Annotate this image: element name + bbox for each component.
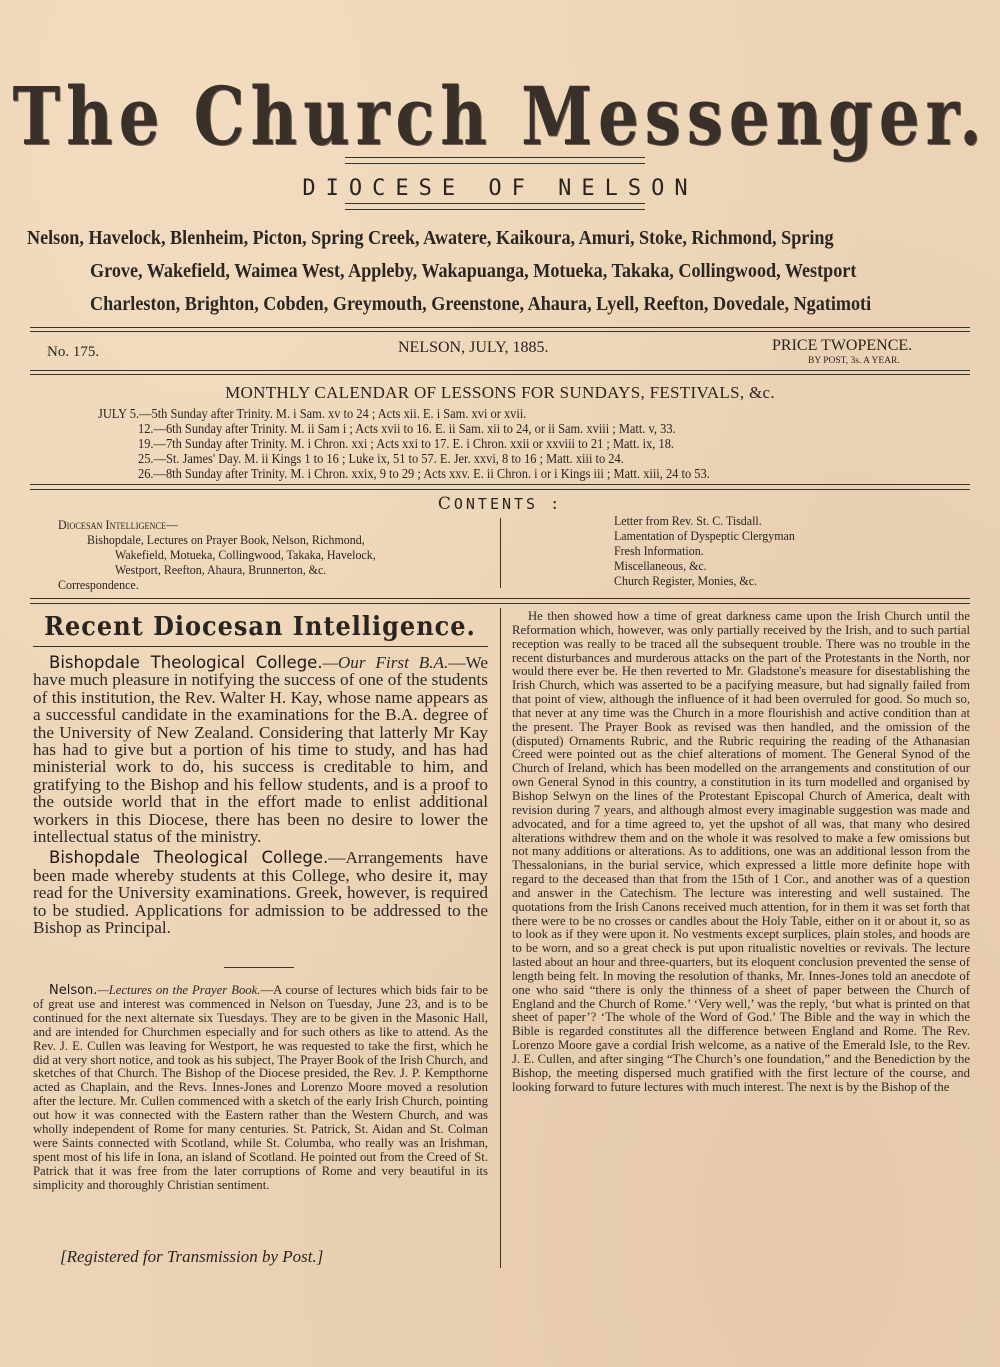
divider	[30, 370, 970, 371]
registered-notice: [Registered for Transmission by Post.]	[60, 1247, 324, 1266]
toc-left-item: Westport, Reefton, Ahaura, Brunnerton, &c.	[115, 562, 327, 577]
calendar-row: 12.—6th Sunday after Trinity. M. ii Sam i ; Acts xvii to 16. E. ii Sam. xii to 24, or ii Sam. xviii ; Matt. v, 33.	[138, 421, 676, 436]
column-rule	[500, 518, 501, 588]
parishes-line-1: Nelson, Havelock, Blenheim, Picton, Spring Creek, Awatere, Kaikoura, Amuri, Stoke, Richmond, Spring	[27, 228, 834, 249]
left-column-lead	[33, 654, 488, 941]
divider	[30, 331, 970, 332]
calendar-row: 25.—St. James' Day. M. ii Kings 1 to 16 ; Luke ix, 51 to 57. E. Jer. xxvi, 8 to 16 ; Matt. xiii to 24.	[138, 451, 624, 466]
divider	[30, 374, 970, 375]
toc-right-item: Church Register, Monies, &c.	[614, 573, 758, 588]
article-nelson	[33, 984, 488, 1193]
issue-number: No. 175.	[47, 344, 100, 360]
toc-left-item: Bishopdale, Lectures on Prayer Book, Nelson, Richmond,	[87, 532, 365, 547]
article-nelson-continued: He then showed how a time of great darkness came upon the Irish Church until the Reformation which, however, was only partially received by the Irish, and to such partial reception was really to be traced all the subsequent trouble. There was no trouble in the recent disturbances and murderous attacks on the part of the Protestants in the North, nor would there ever be. He then reverted to Mr. Gladstone's measure for disestablishing the Irish Church, which was asserted to be a pacifying measure, but had signally failed from that point of view, although the influence of it had been overruled for good. So much so, that never at any time was the Church in a more flourishish and active condition than at the present. The Prayer Book as revised was then handled, and the omission of the (disputed) Ornaments Rubric, and the Rubric requiring the reading of the Athanasian Creed were pointed out as the chief alterations of moment. The General Synod of the Church of Ireland, which has been modelled on the arrangements and constitution of our own General Synod in this country, a constitution in its turn modelled and organised by Bishop Selwyn on the lines of the Protestant Episcopal Church of America, dealt with revision during 7 years, and although almost every imaginable suggestion was made and advocated, and for a time agreed to, yet the upshot of all was, that many who desired alterations withdrew them and on the whole it was resolved to make a few omissions but not many additions or alterations. As to additions, one was an additional lesson from the Thessalonians, in the burial service, which expressed a little more definite hope with regard to the deceased than that from the 15th of 1 Cor., and another was of a question and answer in the Catechism. The lecture was interesting and well sustained. The quotations from the Irish Canons received much attention, for in them it was set forth that there were to be no crosses or candles about the Holy Table, either on it or about it, so as to look as if they were upon it. No vestments except surplices, plain stoles, and hoods are to be worn, and so a great check is put upon ritualistic novelties or revivals. The lecture lasted about an hour and three-quarters, but its eloquent conclusion prevented the sense of length being felt. In moving the resolution of thanks, Mr. Innes-Jones told an anecdote of one who said “there is only the thinness of a sheet of paper between the Church of England and the Church of Rome.’ ‘Very well,’ was the reply, ‘but what is printed on that sheet of paper’? ‘The whole of the Word of God.’ The Bible and the way in which the Bible is regarded constitutes all the difference between England and Rome. The Rev. Lorenzo Moore gave a cordial Irish welcome, as a native of the Emerald Isle, to the Rev. J. E. Cullen, and after singing “The Church’s one foundation,” and the Benediction by the Bishop, the meeting dispersed much gratified with the first lecture of the course, and looking forward to future lectures with much interest. The next is by the Bishop of the	[512, 609, 970, 1094]
contents-title-rest: ONTENTS :	[453, 495, 563, 513]
divider	[30, 603, 970, 604]
divider	[30, 489, 970, 490]
article-body: —A course of lectures which bids fair to be of great use and interest was commenced in Nelson on Tuesday, June 23, and is to be continued for the next alternate six Tuesdays. They are to be given in the Masonic Hall, and are intended for Churchmen especially and for such others as like to attend. As the Rev. J. E. Cullen was leaving for Westport, he was requested to take the first, which he did at very short notice, and took as his subject, The Prayer Book of the Irish Church, and sketches of that Church. The Bishop of the Diocese presided, the Rev. J. P. Kempthorne acted as Chaplain, and the Revs. Innes-Jones and Lorenzo Moore moved a resolution after the lecture. Mr. Cullen commenced with a sketch of the early Irish Church, pointing out how it was connected with the Eastern rather than the Western Church, and was wholly independent of Rome for many centuries. St. Patrick, St. Aidan and St. Colman were Saints connected with Scotland, while St. Columba, who really was an Irishman, spent most of his life in Iona, an island of Scotland. He pointed out from the Creed of St. Patrick that it was free from the later corruptions of Rome and very beautiful in its simplicity and thoroughly Christian sentiment.	[33, 983, 489, 1192]
contents-title-initial: C	[437, 494, 454, 514]
issue-price: PRICE TWOPENCE.	[772, 337, 913, 354]
article-heading: Nelson.	[49, 983, 98, 998]
article-bishopdale-arrangements	[33, 849, 488, 936]
contents-title	[0, 494, 1000, 514]
masthead-rule-bottom	[345, 203, 645, 210]
issue-post-price: BY POST, 3s. A YEAR.	[808, 356, 900, 366]
calendar-row: 26.—8th Sunday after Trinity. M. i Chron. xxix, 9 to 29 ; Acts xxv. E. ii Chron. i or i Kings iii ; Matt. xiii, 24 to 53.	[138, 466, 710, 481]
masthead-rule-top	[345, 157, 645, 164]
right-column	[512, 610, 970, 1095]
masthead-title: The Church Messenger.	[12, 70, 988, 164]
article-subheading: —Our First B.A.	[322, 653, 449, 672]
short-divider	[224, 967, 294, 968]
toc-right-item: Miscellaneous, &c.	[614, 558, 707, 573]
toc-left-item: Correspondence.	[58, 577, 139, 592]
issue-place-date: NELSON, JULY, 1885.	[398, 339, 549, 356]
article-heading: Bishopdale Theological College.	[49, 653, 323, 672]
toc-right-item: Letter from Rev. St. C. Tisdall.	[614, 513, 762, 528]
article-body: —Arrangements have been made whereby students at this College, who desire it, may read for the University examinations. Greek, however, is required to be studied. Applications for admission to be addressed to the Bishop as Principal.	[33, 848, 488, 938]
column-rule	[500, 608, 501, 1268]
parishes-line-2: Grove, Wakefield, Waimea West, Appleby, Wakapuanga, Motueka, Takaka, Collingwood, Westport	[90, 261, 857, 282]
divider	[33, 646, 488, 647]
calendar-row: JULY 5.—5th Sunday after Trinity. M. i Sam. xv to 24 ; Acts xii. E. i Sam. xvi or xvii.	[98, 406, 527, 421]
diocese-subtitle: DIOCESE OF NELSON	[302, 176, 698, 201]
toc-right-item: Fresh Information.	[614, 543, 704, 558]
parishes-line-3: Charleston, Brighton, Cobden, Greymouth, Greenstone, Ahaura, Lyell, Reefton, Dovedale, Ngatimoti	[90, 294, 872, 315]
section-title: Recent Diocesan Intelligence.	[44, 609, 476, 642]
article-bishopdale-ba	[33, 654, 488, 845]
calendar-title: MONTHLY CALENDAR OF LESSONS FOR SUNDAYS, FESTIVALS, &c.	[225, 383, 775, 402]
toc-right-item: Lamentation of Dyspeptic Clergyman	[614, 528, 795, 543]
article-body: —We have much pleasure in notifying the success of one of the students of this institution, the Rev. Walter H. Kay, whose name appears as a successful candidate in the examinations for the B.A. degree of the University of New Zealand. Considering that latterly Mr Kay has had to give but a portion of his time to study, and has had ministerial work to do, his success is creditable to him, and gratifying to the Bishop and his fellow students, and is a proof to the outside world that in the effort made to enlist additional workers in this Diocese, there has been no desire to lower the intellectual status of the ministry.	[33, 653, 488, 847]
toc-left-item: Diocesan Intelligence—	[58, 517, 179, 532]
calendar-row: 19.—7th Sunday after Trinity. M. i Chron. xxi ; Acts xxi to 17. E. i Chron. xxii or xxviii to 21 ; Matt. ix, 18.	[138, 436, 675, 451]
article-heading: Bishopdale Theological College.	[49, 848, 329, 868]
article-subheading: —Lectures on the Prayer Book.	[97, 983, 261, 997]
divider	[30, 484, 970, 485]
divider	[30, 598, 970, 599]
left-column-nelson	[33, 984, 488, 1193]
toc-left-item: Wakefield, Motueka, Collingwood, Takaka, Havelock,	[115, 547, 376, 562]
divider	[30, 327, 970, 328]
